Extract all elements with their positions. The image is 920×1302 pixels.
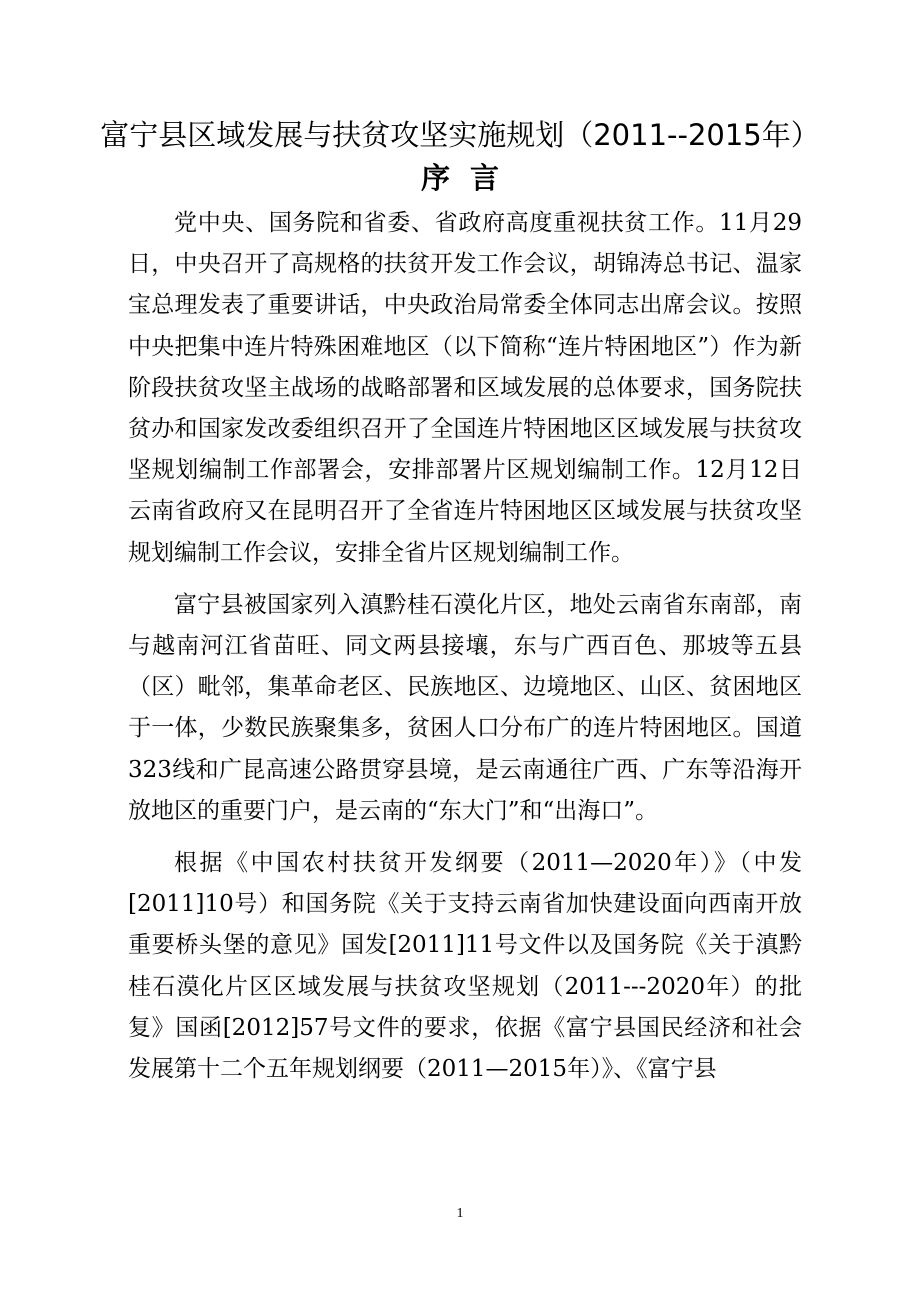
paragraph: 根据《中国农村扶贫开发纲要（2011—2020年）》（中发[2011]10号）和国务院《关于支持云南省加快建设面向西南开放重要桥头堡的意见》国发[2011]11号文件以及国务院《关于滇黔桂石漠化片区区域发展与扶贫攻坚规划（2011---2020年）的批复》国函[2012]57号文件的要求，依据《富宁县国民经济和社会发展第十二个五年规划纲要（2011—2015年）》、《富宁县 [128,850,802,1083]
paragraph: 富宁县被国家列入滇黔桂石漠化片区，地处云南省东南部，南与越南河江省苗旺、同文两县接壤，东与广西百色、那坡等五县（区）毗邻，集革命老区、民族地区、边境地区、山区、贫困地区于一体，少数民族聚集多，贫困人口分布广的连片特困地区。国道323线和广昆高速公路贯穿县境，是云南通往广西、广东等沿海开放地区的重要门户，是云南的“东大门”和“出海口”。 [128,591,802,824]
document-title: 富宁县区域发展与扶贫攻坚实施规划（2011--2015年） [100,118,820,152]
paragraph: 党中央、国务院和省委、省政府高度重视扶贫工作。11月29日，中央召开了高规格的扶贫开发工作会议，胡锦涛总书记、温家宝总理发表了重要讲话，中央政治局常委全体同志出席会议。按照中央把集中连片特殊困难地区（以下简称“连片特困地区”）作为新阶段扶贫攻坚主战场的战略部署和区域发展的总体要求，国务院扶贫办和国家发改委组织召开了全国连片特困地区区域发展与扶贫攻坚规划编制工作部署会，安排部署片区规划编制工作。12月12日云南省政府又在昆明召开了全省连片特困地区区域发展与扶贫攻坚规划编制工作会议，安排全省片区规划编制工作。 [128,210,802,566]
page-number: 1 [456,1206,464,1221]
body-text [128,203,802,1090]
section-heading-preface: 序言 [420,161,519,195]
